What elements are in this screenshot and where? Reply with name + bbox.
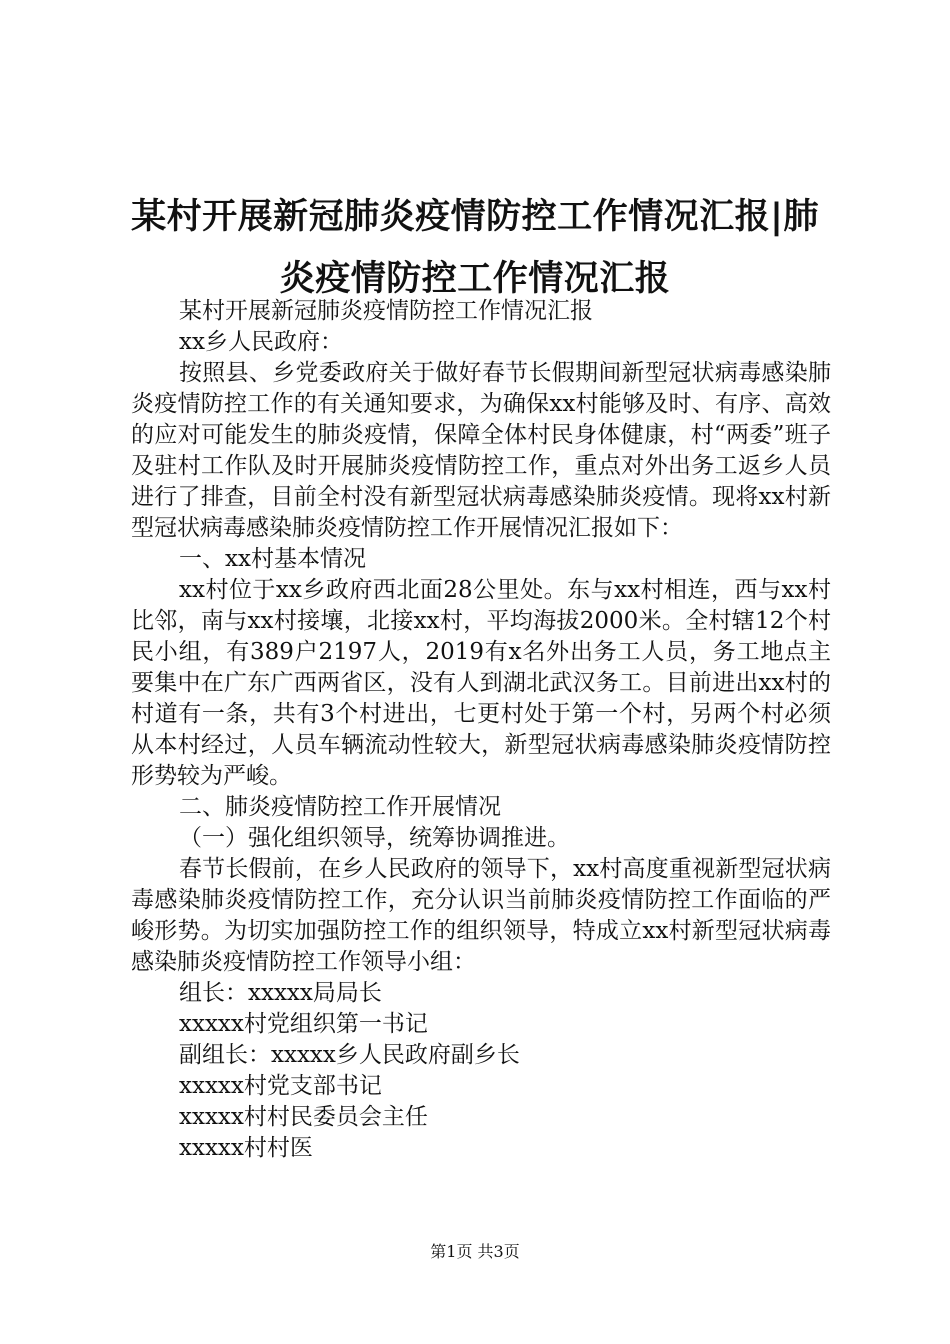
- team-member-line: xxxxx村村民委员会主任: [179, 1104, 428, 1130]
- salutation-paragraph: xx乡人民政府：: [179, 329, 343, 355]
- document-body: [131, 296, 831, 1164]
- subsection-heading-1: （一）强化组织领导，统筹协调推进。: [179, 825, 570, 851]
- title-line-2: 炎疫情防控工作情况汇报: [279, 259, 671, 299]
- team-member-line: 组长：xxxxx局局长: [179, 980, 382, 1006]
- section-heading-2: 二、肺炎疫情防控工作开展情况: [179, 794, 501, 820]
- leadership-paragraph: 春节长假前，在乡人民政府的领导下，xx村高度重视新型冠状病毒感染肺炎疫情防控工作，充分认识当前肺炎疫情防控工作面临的严峻形势。为切实加强防控工作的组织领导，特成立xx村新型冠状病毒感染肺炎疫情防控工作领导小组：: [131, 856, 831, 975]
- document-title: [110, 186, 840, 310]
- basic-info-paragraph: xx村位于xx乡政府西北面28公里处。东与xx村相连，西与xx村比邻，南与xx村接壤，北接xx村，平均海拔2000米。全村辖12个村民小组，有389户2197人，2019有x名外出务工人员，务工地点主要集中在广东广西两省区，没有人到湖北武汉务工。目前进出xx村的村道有一条，共有3个村进出，七更村处于第一个村，另两个村必须从本村经过，人员车辆流动性较大，新型冠状病毒感染肺炎疫情防控形势较为严峻。: [131, 577, 831, 789]
- page-number-footer: 第1页 共3页: [430, 1242, 520, 1261]
- subtitle-paragraph: 某村开展新冠肺炎疫情防控工作情况汇报: [179, 298, 593, 324]
- team-member-line: xxxxx村党组织第一书记: [179, 1011, 428, 1037]
- section-heading-1: 一、xx村基本情况: [179, 546, 366, 572]
- title-line-1: 某村开展新冠肺炎疫情防控工作情况汇报|肺: [131, 197, 819, 237]
- team-member-line: xxxxx村党支部书记: [179, 1073, 382, 1099]
- team-member-line: xxxxx村村医: [179, 1135, 313, 1161]
- team-member-line: 副组长：xxxxx乡人民政府副乡长: [179, 1042, 520, 1068]
- intro-paragraph: 按照县、乡党委政府关于做好春节长假期间新型冠状病毒感染肺炎疫情防控工作的有关通知要求，为确保xx村能够及时、有序、高效的应对可能发生的肺炎疫情，保障全体村民身体健康，村“两委”班子及驻村工作队及时开展肺炎疫情防控工作，重点对外出务工返乡人员进行了排查，目前全村没有新型冠状病毒感染肺炎疫情。现将xx村新型冠状病毒感染肺炎疫情防控工作开展情况汇报如下：: [131, 360, 831, 541]
